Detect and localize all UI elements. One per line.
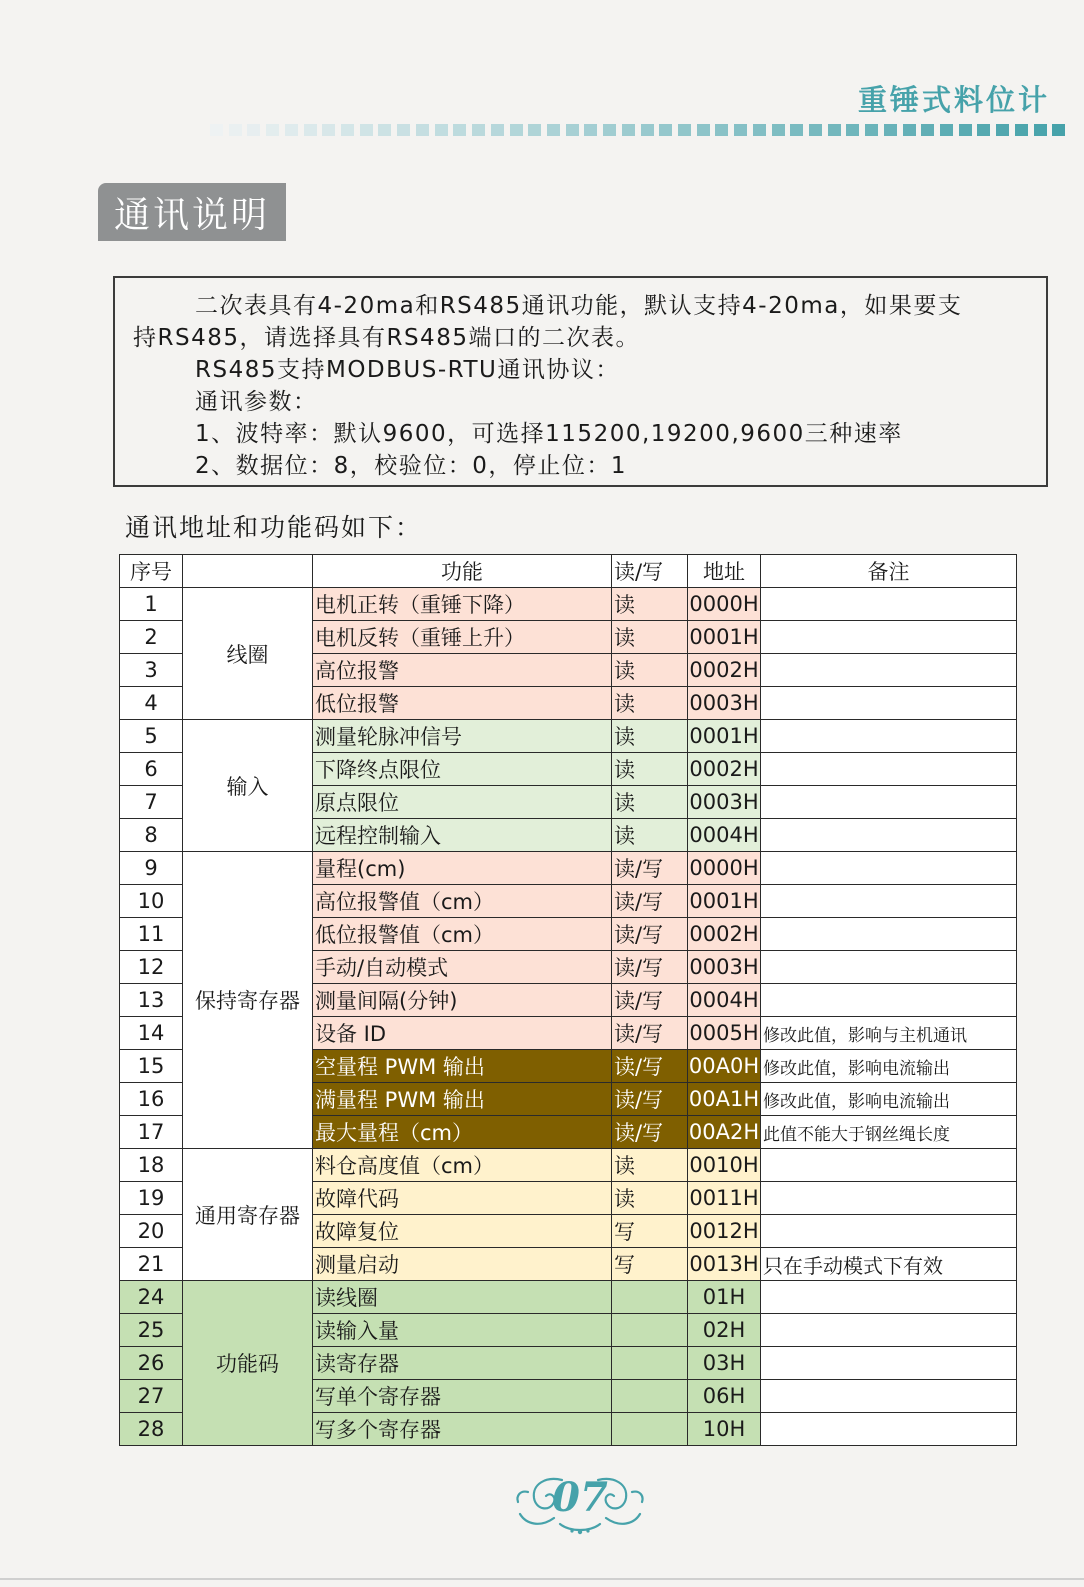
cell-address: 0001H — [688, 621, 761, 654]
cell-address: 0003H — [688, 951, 761, 984]
cell-seq: 28 — [120, 1413, 183, 1446]
cell-function: 设备 ID — [313, 1017, 612, 1050]
strip-square — [360, 124, 373, 136]
strip-square — [678, 124, 691, 136]
cell-function: 写多个寄存器 — [313, 1413, 612, 1446]
cell-function: 电机正转（重锤下降） — [313, 588, 612, 621]
cell-note — [761, 753, 1017, 786]
cell-rw — [612, 1281, 688, 1314]
cell-address: 00A0H — [688, 1050, 761, 1083]
strip-square — [1015, 124, 1028, 136]
cell-seq: 21 — [120, 1248, 183, 1281]
cell-rw — [612, 1347, 688, 1380]
strip-square — [772, 124, 785, 136]
cell-address: 01H — [688, 1281, 761, 1314]
cell-note — [761, 1380, 1017, 1413]
table-row — [120, 852, 1017, 885]
header-seq: 序号 — [120, 555, 183, 588]
intro-line: 通讯参数： — [195, 389, 318, 415]
cell-note — [761, 786, 1017, 819]
cell-note — [761, 819, 1017, 852]
strip-square — [491, 124, 504, 136]
cell-function: 下降终点限位 — [313, 753, 612, 786]
cell-rw: 读 — [612, 786, 688, 819]
cell-function: 电机反转（重锤上升） — [313, 621, 612, 654]
strip-square — [341, 124, 354, 136]
cell-seq: 15 — [120, 1050, 183, 1083]
strip-square — [715, 124, 728, 136]
cell-rw — [612, 1314, 688, 1347]
cell-note — [761, 1215, 1017, 1248]
strip-square — [865, 124, 878, 136]
cell-address: 0011H — [688, 1182, 761, 1215]
cell-rw: 读 — [612, 753, 688, 786]
cell-seq: 13 — [120, 984, 183, 1017]
cell-address: 0004H — [688, 984, 761, 1017]
cell-note: 只在手动模式下有效 — [761, 1248, 1017, 1281]
strip-square — [247, 124, 260, 136]
intro-text-box — [113, 276, 1048, 487]
strip-square — [510, 124, 523, 136]
table-row — [120, 1281, 1017, 1314]
strip-square — [435, 124, 448, 136]
cell-rw: 读/写 — [612, 885, 688, 918]
cell-note — [761, 1314, 1017, 1347]
cell-address: 0001H — [688, 720, 761, 753]
cell-function: 测量轮脉冲信号 — [313, 720, 612, 753]
header-note: 备注 — [761, 555, 1017, 588]
cell-rw: 读/写 — [612, 1083, 688, 1116]
cell-seq: 16 — [120, 1083, 183, 1116]
cell-function: 高位报警 — [313, 654, 612, 687]
strip-square — [528, 124, 541, 136]
strip-square — [378, 124, 391, 136]
strip-square — [884, 124, 897, 136]
strip-square — [472, 124, 485, 136]
strip-square — [416, 124, 429, 136]
table-row — [120, 720, 1017, 753]
cell-seq: 17 — [120, 1116, 183, 1149]
cell-function: 原点限位 — [313, 786, 612, 819]
cell-note — [761, 1413, 1017, 1446]
cell-seq: 4 — [120, 687, 183, 720]
cell-address: 0005H — [688, 1017, 761, 1050]
cell-note — [761, 1281, 1017, 1314]
header-address: 地址 — [688, 555, 761, 588]
cell-seq: 26 — [120, 1347, 183, 1380]
cell-seq: 8 — [120, 819, 183, 852]
strip-square — [322, 124, 335, 136]
cell-address: 0002H — [688, 918, 761, 951]
cell-rw: 读/写 — [612, 1050, 688, 1083]
cell-address: 0010H — [688, 1149, 761, 1182]
header-function: 功能 — [313, 555, 612, 588]
cell-address: 0002H — [688, 654, 761, 687]
strip-square — [790, 124, 803, 136]
cell-seq: 7 — [120, 786, 183, 819]
strip-square — [903, 124, 916, 136]
cell-address: 0001H — [688, 885, 761, 918]
cell-group: 保持寄存器 — [183, 852, 313, 1149]
strip-square — [959, 124, 972, 136]
strip-square — [210, 124, 223, 136]
cell-rw: 读 — [612, 621, 688, 654]
strip-square — [659, 124, 672, 136]
cell-function: 读线圈 — [313, 1281, 612, 1314]
decorative-gradient-strip — [210, 124, 1066, 136]
strip-square — [996, 124, 1009, 136]
cell-note — [761, 852, 1017, 885]
intro-line: 持RS485，请选择具有RS485端口的二次表。 — [133, 325, 640, 351]
table-header-row — [120, 555, 1017, 588]
modbus-address-table — [119, 554, 1017, 1446]
table-caption: 通讯地址和功能码如下： — [125, 513, 423, 542]
cell-seq: 9 — [120, 852, 183, 885]
footer-divider — [0, 1578, 1084, 1580]
cell-function: 空量程 PWM 输出 — [313, 1050, 612, 1083]
cell-group: 输入 — [183, 720, 313, 852]
cell-note — [761, 687, 1017, 720]
cell-rw: 读 — [612, 654, 688, 687]
cell-seq: 6 — [120, 753, 183, 786]
cell-seq: 10 — [120, 885, 183, 918]
cell-seq: 5 — [120, 720, 183, 753]
strip-square — [304, 124, 317, 136]
cell-seq: 2 — [120, 621, 183, 654]
strip-square — [734, 124, 747, 136]
cell-address: 02H — [688, 1314, 761, 1347]
cell-address: 0003H — [688, 786, 761, 819]
cell-function: 测量启动 — [313, 1248, 612, 1281]
cell-rw: 读/写 — [612, 1116, 688, 1149]
cell-rw: 写 — [612, 1248, 688, 1281]
strip-square — [453, 124, 466, 136]
strip-square — [641, 124, 654, 136]
strip-square — [1034, 124, 1047, 136]
cell-note — [761, 951, 1017, 984]
strip-square — [622, 124, 635, 136]
strip-square — [566, 124, 579, 136]
cell-address: 0004H — [688, 819, 761, 852]
cell-rw: 读 — [612, 1149, 688, 1182]
cell-address: 10H — [688, 1413, 761, 1446]
strip-square — [584, 124, 597, 136]
strip-square — [753, 124, 766, 136]
cell-rw: 读/写 — [612, 852, 688, 885]
cell-function: 读输入量 — [313, 1314, 612, 1347]
cell-note: 修改此值，影响电流输出 — [761, 1083, 1017, 1116]
cell-seq: 19 — [120, 1182, 183, 1215]
cell-function: 量程(cm) — [313, 852, 612, 885]
cell-function: 测量间隔(分钟) — [313, 984, 612, 1017]
strip-square — [547, 124, 560, 136]
cell-rw: 读/写 — [612, 984, 688, 1017]
cell-address: 0012H — [688, 1215, 761, 1248]
cell-rw: 读 — [612, 687, 688, 720]
cell-note — [761, 1347, 1017, 1380]
cell-function: 故障复位 — [313, 1215, 612, 1248]
cell-note — [761, 720, 1017, 753]
cell-rw: 读 — [612, 720, 688, 753]
cell-seq: 25 — [120, 1314, 183, 1347]
strip-square — [285, 124, 298, 136]
cell-rw: 读/写 — [612, 918, 688, 951]
cell-function: 远程控制输入 — [313, 819, 612, 852]
strip-square — [846, 124, 859, 136]
strip-square — [940, 124, 953, 136]
cell-function: 写单个寄存器 — [313, 1380, 612, 1413]
strip-square — [809, 124, 822, 136]
header-rw: 读/写 — [612, 555, 688, 588]
cell-note — [761, 1182, 1017, 1215]
cell-seq: 11 — [120, 918, 183, 951]
cell-rw: 读 — [612, 588, 688, 621]
cell-seq: 20 — [120, 1215, 183, 1248]
cell-seq: 3 — [120, 654, 183, 687]
cell-function: 最大量程（cm） — [313, 1116, 612, 1149]
strip-square — [977, 124, 990, 136]
section-title: 通讯说明 — [98, 183, 286, 241]
cell-address: 0013H — [688, 1248, 761, 1281]
cell-function: 故障代码 — [313, 1182, 612, 1215]
strip-square — [697, 124, 710, 136]
cell-function: 手动/自动模式 — [313, 951, 612, 984]
cell-group: 线圈 — [183, 588, 313, 720]
table-row — [120, 588, 1017, 621]
cell-function: 低位报警 — [313, 687, 612, 720]
cell-note: 修改此值，影响电流输出 — [761, 1050, 1017, 1083]
cell-address: 06H — [688, 1380, 761, 1413]
cell-function: 满量程 PWM 输出 — [313, 1083, 612, 1116]
strip-square — [603, 124, 616, 136]
cell-note — [761, 1149, 1017, 1182]
cell-note — [761, 984, 1017, 1017]
cell-function: 低位报警值（cm） — [313, 918, 612, 951]
page-number-badge — [510, 1466, 650, 1538]
cell-rw: 读 — [612, 819, 688, 852]
cell-rw — [612, 1380, 688, 1413]
cell-address: 00A2H — [688, 1116, 761, 1149]
cell-seq: 14 — [120, 1017, 183, 1050]
cell-address: 00A1H — [688, 1083, 761, 1116]
cell-seq: 27 — [120, 1380, 183, 1413]
cell-address: 0003H — [688, 687, 761, 720]
cell-seq: 12 — [120, 951, 183, 984]
strip-square — [397, 124, 410, 136]
intro-line: 1、波特率：默认9600，可选择115200,19200,9600三种速率 — [195, 421, 903, 447]
header-group — [183, 555, 313, 588]
table-row — [120, 1149, 1017, 1182]
cell-group: 功能码 — [183, 1281, 313, 1446]
cell-address: 0002H — [688, 753, 761, 786]
cell-note — [761, 885, 1017, 918]
strip-square — [266, 124, 279, 136]
cell-note — [761, 621, 1017, 654]
cell-group: 通用寄存器 — [183, 1149, 313, 1281]
cell-seq: 24 — [120, 1281, 183, 1314]
strip-square — [921, 124, 934, 136]
cell-function: 读寄存器 — [313, 1347, 612, 1380]
strip-square — [229, 124, 242, 136]
cell-note — [761, 918, 1017, 951]
page-number: 07 — [552, 1474, 608, 1521]
cell-rw: 读/写 — [612, 1017, 688, 1050]
cell-rw: 写 — [612, 1215, 688, 1248]
cell-seq: 1 — [120, 588, 183, 621]
cell-note — [761, 654, 1017, 687]
cell-function: 高位报警值（cm） — [313, 885, 612, 918]
intro-line: 二次表具有4-20ma和RS485通讯功能，默认支持4-20ma，如果要支 — [195, 293, 963, 319]
intro-line: RS485支持MODBUS-RTU通讯协议： — [195, 357, 620, 383]
strip-square — [1052, 124, 1065, 136]
cell-note: 此值不能大于钢丝绳长度 — [761, 1116, 1017, 1149]
cell-rw: 读 — [612, 1182, 688, 1215]
cell-rw — [612, 1413, 688, 1446]
intro-line: 2、数据位：8，校验位：0，停止位：1 — [195, 453, 628, 479]
cell-address: 03H — [688, 1347, 761, 1380]
cell-rw: 读/写 — [612, 951, 688, 984]
cell-address: 0000H — [688, 852, 761, 885]
brand-title: 重锤式料位计 — [857, 83, 1050, 117]
cell-note — [761, 588, 1017, 621]
cell-function: 料仓高度值（cm） — [313, 1149, 612, 1182]
cell-seq: 18 — [120, 1149, 183, 1182]
cell-address: 0000H — [688, 588, 761, 621]
strip-square — [828, 124, 841, 136]
cell-note: 修改此值，影响与主机通讯 — [761, 1017, 1017, 1050]
